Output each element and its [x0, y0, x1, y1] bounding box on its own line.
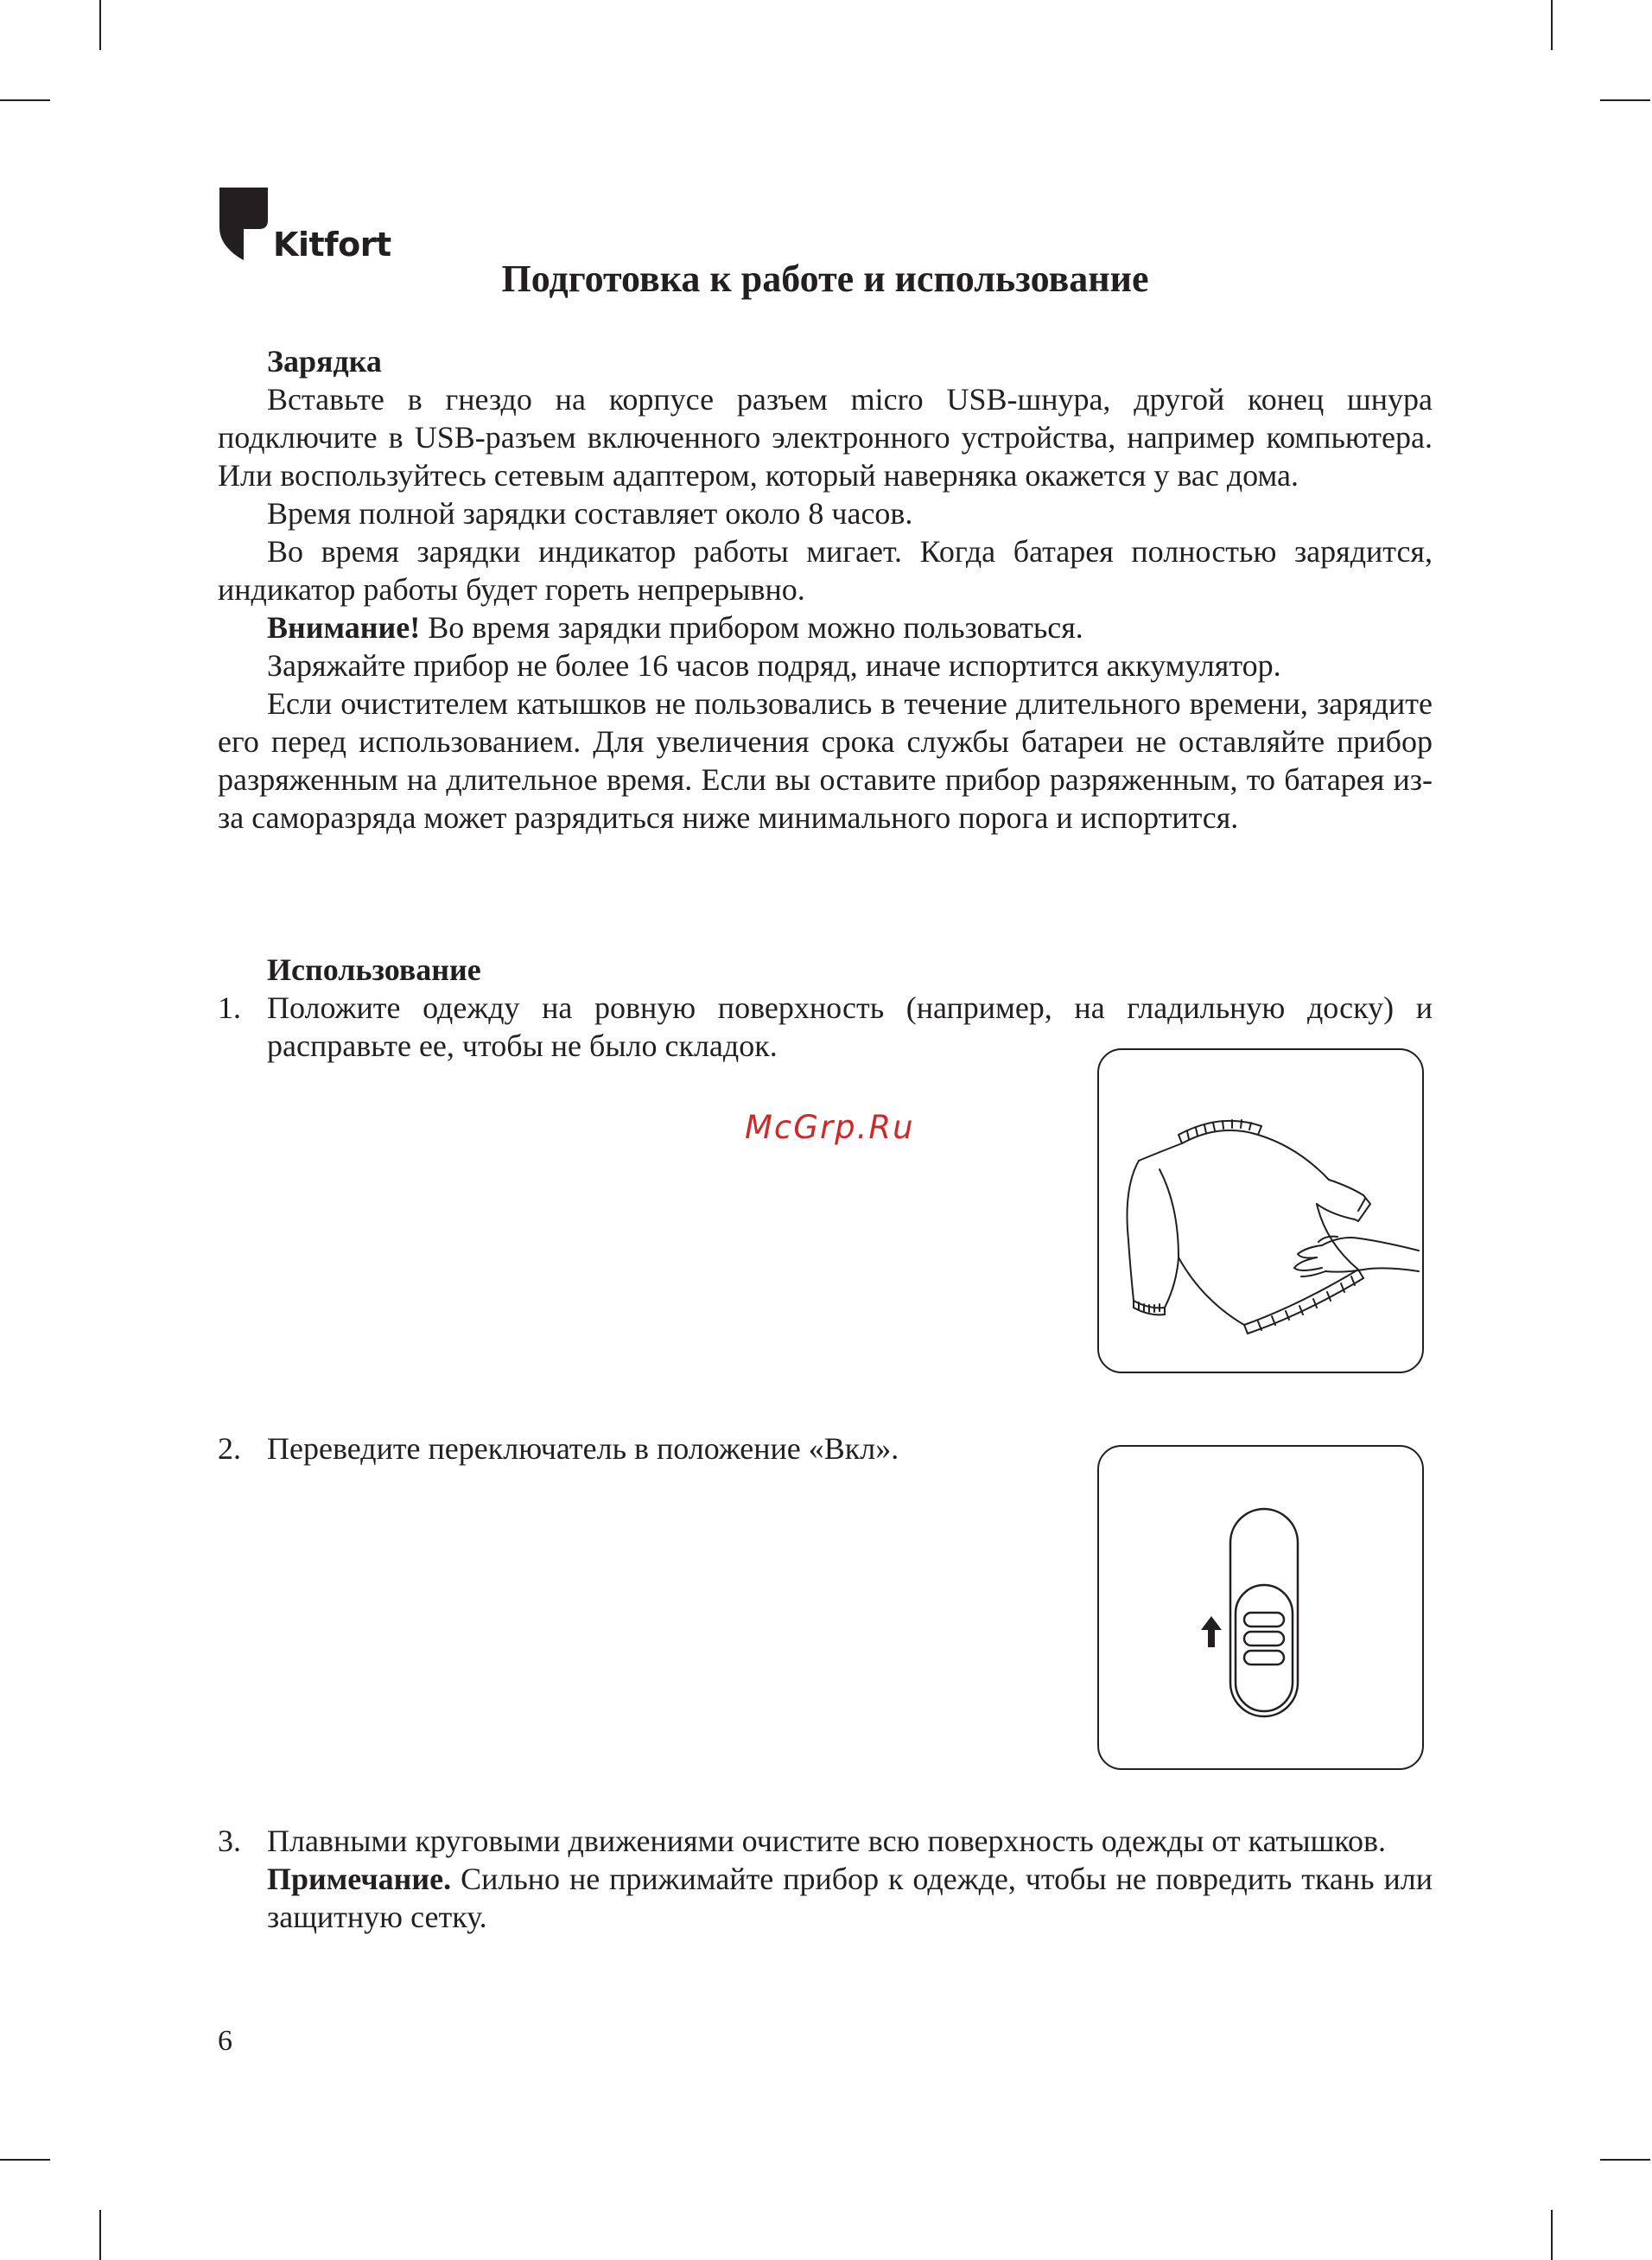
step-text: Положите одежду на ровную поверхность (например, на гладильную доску) и расправьте ее, чтобы не было складок.	[267, 990, 1433, 1063]
note-label: Примечание.	[267, 1862, 452, 1896]
step-number: 3.	[218, 1824, 241, 1858]
page-title: Подготовка к работе и использование	[501, 258, 1149, 300]
crop-mark	[0, 2159, 50, 2161]
crop-mark	[0, 99, 50, 101]
watermark: McGrp.Ru	[745, 1109, 915, 1146]
usage-step	[218, 1429, 1082, 1467]
crop-mark	[99, 0, 101, 50]
brand-logo	[218, 186, 391, 265]
crop-mark	[1600, 99, 1650, 101]
crop-mark	[1600, 2159, 1650, 2161]
charging-paragraph: Во время зарядки индикатор работы мигает. Когда батарея полностью зарядится, индикатор работы будет гореть непрерывно.	[218, 534, 1433, 607]
sweater-icon	[1099, 1050, 1426, 1375]
crop-mark	[99, 2210, 101, 2260]
crop-mark	[1551, 0, 1553, 50]
charging-paragraph: Вставьте в гнездо на корпусе разъем micro USB-шнура, другой конец шнура подключите в USB-разъем включенного электронного устройства, например компьютера. Или воспользуйтесь сетевым адаптером, который наверняка окажется у вас дома.	[218, 382, 1433, 493]
step-number: 1.	[218, 990, 241, 1025]
crop-mark	[1551, 2210, 1553, 2260]
switch-slider	[1236, 1585, 1293, 1711]
step-number: 2.	[218, 1431, 241, 1466]
charging-section	[218, 342, 1433, 837]
charging-heading: Зарядка	[267, 344, 382, 379]
sweater-illustration	[1097, 1048, 1424, 1373]
note-text: Сильно не прижимайте прибор к одежде, чтобы не повредить ткань или защитную сетку.	[267, 1862, 1433, 1934]
step-text: Переведите переключатель в положение «Вкл».	[267, 1431, 899, 1466]
usage-section	[218, 951, 1433, 989]
charging-paragraph: Заряжайте прибор не более 16 часов подряд, иначе испортится аккумулятор.	[267, 648, 1281, 683]
kitfort-logo-icon	[218, 186, 270, 265]
charging-paragraph: Время полной зарядки составляет около 8 часов.	[267, 496, 913, 531]
brand-name: Kitfort	[273, 226, 391, 264]
switch-illustration	[1097, 1445, 1424, 1770]
arrow-up-icon	[1201, 1616, 1222, 1647]
usage-step	[218, 1822, 1433, 1936]
page-number: 6	[218, 2025, 232, 2057]
warning-text: Во время зарядки прибором можно пользоваться.	[420, 610, 1083, 645]
warning-label: Внимание!	[267, 610, 421, 645]
switch-icon	[1099, 1447, 1426, 1772]
usage-heading: Использование	[267, 952, 481, 987]
charging-paragraph: Если очистителем катышков не пользовались в течение длительного времени, зарядите его перед использованием. Для увеличения срока службы батареи не оставляйте прибор разряженным на длительное время. Если вы оставите прибор разряженным, то батарея из-за саморазряда может разрядиться ниже минимального порога и испортится.	[218, 686, 1433, 835]
charging-warning	[218, 608, 1433, 646]
step-text: Плавными круговыми движениями очистите всю поверхность одежды от катышков.	[267, 1824, 1386, 1858]
step-note	[267, 1860, 1433, 1936]
